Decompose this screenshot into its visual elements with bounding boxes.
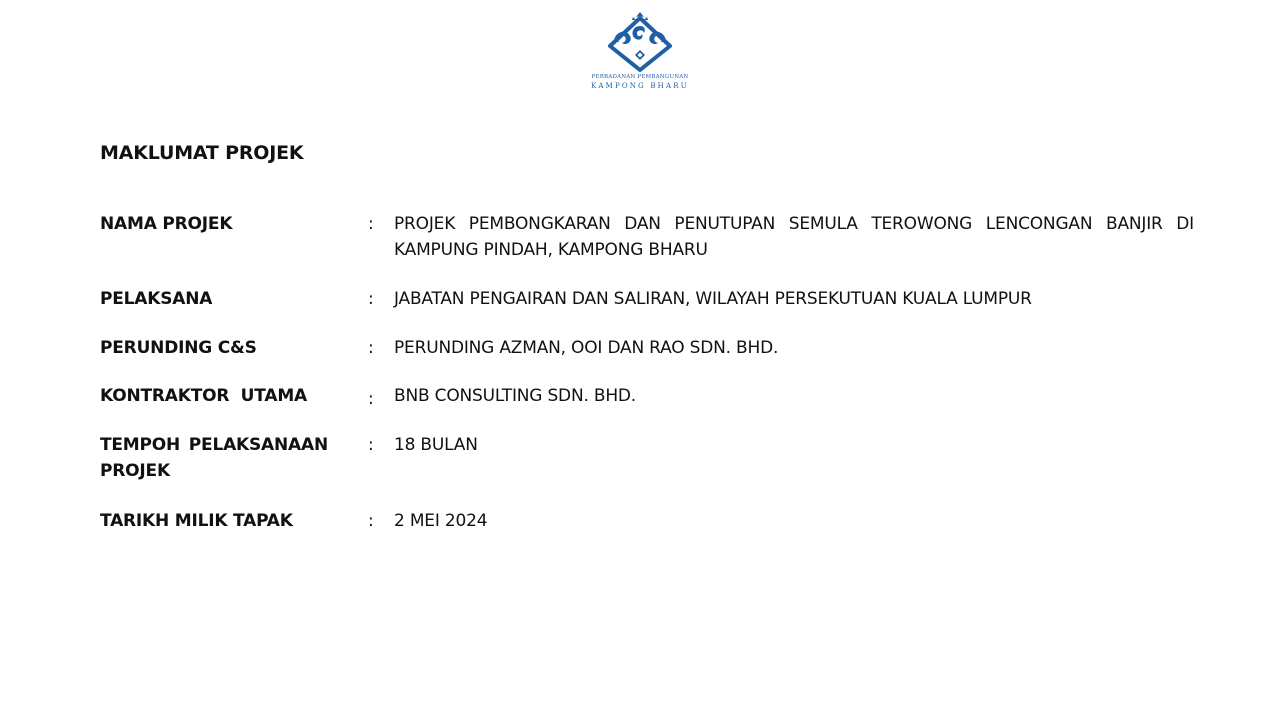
row-value: PERUNDING AZMAN, OOI DAN RAO SDN. BHD. (394, 338, 779, 358)
row-label: TARIKH MILIK TAPAK (100, 511, 293, 531)
row-colon: : (368, 214, 374, 234)
logo-text-line2: KAMPONG BHARU (591, 82, 689, 90)
info-row-tarikh-milik-tapak (100, 508, 1194, 534)
row-label: NAMA PROJEK (100, 214, 233, 234)
row-colon: : (368, 435, 374, 455)
row-value: JABATAN PENGAIRAN DAN SALIRAN, WILAYAH PERSEKUTUAN KUALA LUMPUR (394, 289, 1032, 309)
info-row-pelaksana (100, 286, 1194, 312)
page-title: MAKLUMAT PROJEK (100, 142, 304, 164)
row-value: PROJEK PEMBONGKARAN DAN PENUTUPAN SEMULA TEROWONG LENCONGAN BANJIR DI KAMPUNG PINDAH, KAMPONG BHARU (394, 214, 1194, 260)
info-row-tempoh-pelaksanaan (100, 432, 1194, 486)
row-label: TEMPOH PELAKSANAAN PROJEK (100, 435, 328, 481)
row-value: BNB CONSULTING SDN. BHD. (394, 386, 637, 406)
row-value: 2 MEI 2024 (394, 511, 488, 531)
row-colon: : (368, 389, 374, 409)
row-label: PELAKSANA (100, 289, 213, 309)
info-row-nama-projek (100, 211, 1194, 265)
row-label: KONTRAKTOR UTAMA (100, 386, 307, 406)
logo-text-line1: PERBADANAN PEMBANGUNAN (591, 74, 689, 80)
info-row-perunding (100, 335, 1194, 361)
row-label: PERUNDING C&S (100, 338, 257, 358)
info-row-kontraktor-utama (100, 383, 1194, 409)
row-colon: : (368, 289, 374, 309)
kampong-bharu-logo (588, 12, 692, 94)
row-colon: : (368, 511, 374, 531)
row-value: 18 BULAN (394, 435, 478, 455)
logo-emblem-icon (600, 12, 680, 74)
row-colon: : (368, 338, 374, 358)
